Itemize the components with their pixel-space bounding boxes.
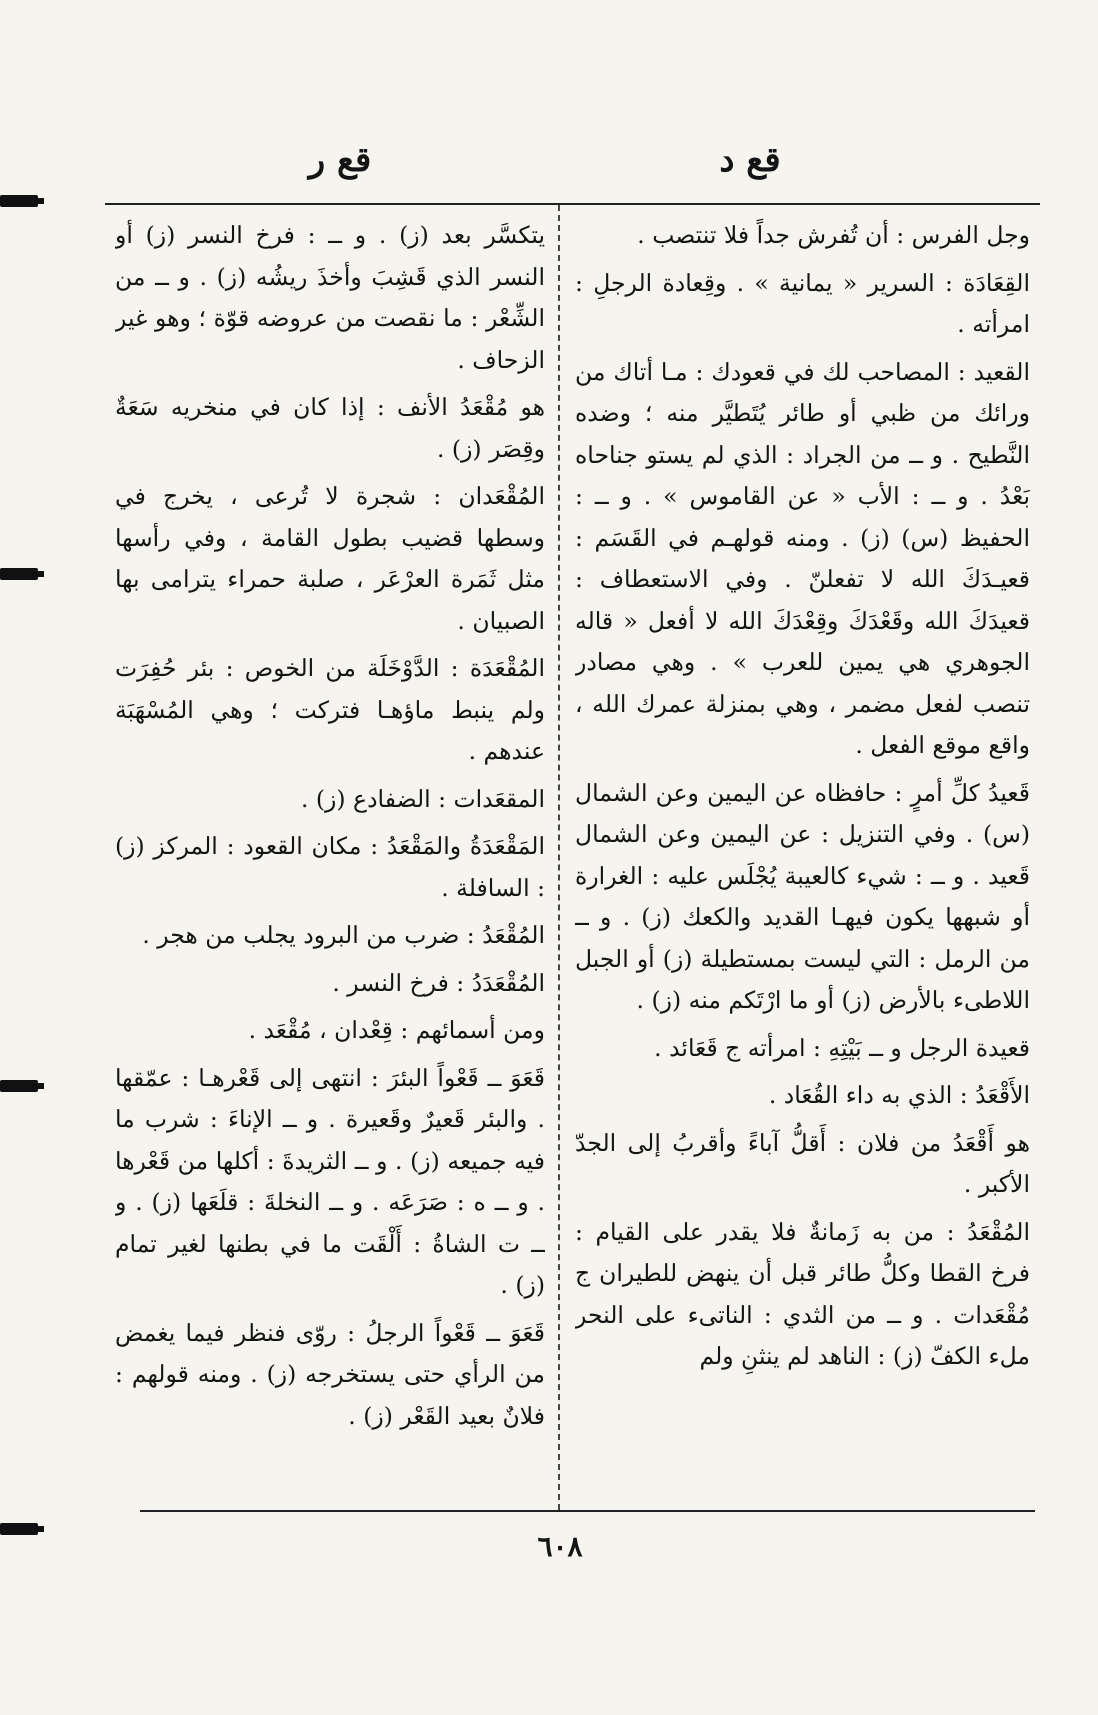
entry-paragraph: ومن أسمائهم : قِعْدان ، مُقْعَد . xyxy=(248,1016,545,1044)
margin-mark xyxy=(0,195,38,207)
left-running-head: قع ر xyxy=(308,140,372,180)
entry-paragraph: هو مُقْعَدُ الأنف : إذا كان في منخريه سَعَةٌ وقِصَر (ز) . xyxy=(115,393,545,463)
entry-paragraph: يتكسَّر بعد (ز) . و ــ : فرخ النسر (ز) أو النسر الذي قَشِبَ وأخذَ ريشُه (ز) . و ــ من الشِّعْر : ما نقصت من عروضه قوّة ؛ وهو غير الزحاف . xyxy=(115,221,545,374)
entry-paragraph: قَعيدُ كلِّ أمرٍ : حافظاه عن اليمين وعن الشمال (س) . وفي التنزيل : عن اليمين وعن الشمال قَعيد . و ــ : شيء كالعيبة يُجْلَس عليه : الغرارة أو شبهها يكون فيهـا القديد والكعك (ز) . و ــ من الرمل : التي ليست بمستطيلة (ز) أو الجبل اللاطىء بالأرض (ز) أو ما ارْتَكم منه (ز) . xyxy=(575,778,1030,1014)
entry-paragraph: المُقْعَدُ : من به زَمانةٌ فلا يقدر على القيام : فرخ القطا وكلُّ طائر قبل أن ينهض للطيران ج مُقْعَدات . و ــ من الثدي : الناتىء على النحر ملء الكفّ (ز) : الناهد لم ينثنِ ولم xyxy=(575,1217,1030,1370)
entry-paragraph: قَعَوَ ــ قَعْواً الرجلُ : روّى فنظر فيما يغمض من الرأي حتى يستخرجه (ز) . ومنه قولهم : فلانٌ بعيد القَعْر (ز) . xyxy=(115,1318,545,1430)
bottom-rule xyxy=(140,1510,1035,1512)
entry-paragraph: القِعَادَة : السرير « يمانية » . وقِعادة الرجلِ : امرأته . xyxy=(575,268,1030,338)
entry-paragraph: هو أَقْعَدُ من فلان : أَقلُّ آباءً وأقربُ إلى الجدّ الأكبر . xyxy=(575,1128,1030,1198)
column-divider xyxy=(558,205,560,1510)
entry-paragraph: الأَقْعَدُ : الذي به داء القُعَاد . xyxy=(768,1081,1030,1109)
top-rule xyxy=(105,203,1040,205)
entry-paragraph: قعيدة الرجل و ــ بَيْتِهِ : امرأته ج قَعَائد . xyxy=(654,1033,1030,1062)
entry-paragraph: القعيد : المصاحب لك في قعودك : مـا أتاك من ورائك من ظبي أو طائر يُتَطيَّر منه ؛ وضده النَّطيح . و ــ من الجراد : الذي لم يستو جناحاه بَعْدُ . و ــ : الأب « عن القاموس » . و ــ : الحفيظ (س) (ز) . ومنه قولهـم في القَسَم : قعيـدَكَ الله لا تفعلنّ . وفي الاستعطاف : قعيدَكَ الله وقَعْدَكَ وقِعْدَكَ الله لا أفعل « قاله الجوهري هي يمين للعرب » . وهي مصادر تنصب لفعل مضمر ، وهي بمنزلة عمرك الله ، واقع موقع الفعل . xyxy=(575,357,1030,759)
entry-paragraph: المُقْعَدان : شجرة لا تُرعى ، يخرج في وسطها قضيب بطول القامة ، وفي رأسها مثل ثَمَرة العرْعَر ، صلبة حمراء يترامى بها الصبيان . xyxy=(115,482,545,635)
right-column xyxy=(575,215,1030,1505)
entry-paragraph: قَعَوَ ــ قَعْواً البئرَ : انتهى إلى قَعْرهـا : عمّقها . والبئر قَعيرٌ وقَعيرة . و ــ الإناءَ : شرب ما فيه جميعه (ز) . و ــ الثريدةَ : أكلها من قَعْرها . و ــ ه : صَرَعَه . و ــ النخلةَ : قلَعَها (ز) . و ــ ت الشاةُ : أَلْقَت ما في بطنها لغير تمام (ز) . xyxy=(115,1063,545,1299)
margin-mark xyxy=(0,568,38,580)
entry-paragraph: وجل الفرس : أن تُفرش جداً فلا تنتصب . xyxy=(637,221,1030,249)
entry-paragraph: المُقْعَدَة : الدَّوْخَلَة من الخوص : بئر حُفِرَت ولم ينبط ماؤهـا فتركت ؛ وهي المُسْهَبَة عندهم . xyxy=(115,654,545,765)
entry-paragraph: المَقْعَدَةُ والمَقْعَدُ : مكان القعود : المركز (ز) : السافلة . xyxy=(115,832,545,902)
margin-mark xyxy=(0,1523,38,1535)
margin-mark xyxy=(0,1080,38,1092)
entry-paragraph: المُقْعَدُ : ضرب من البرود يجلب من هجر . xyxy=(142,921,545,949)
page-number: ٦٠٨ xyxy=(537,1530,583,1563)
entry-paragraph: المقعَدات : الضفادع (ز) . xyxy=(300,784,545,813)
entry-paragraph: المُقْعَدَدُ : فرخ النسر . xyxy=(332,968,545,997)
left-column xyxy=(115,215,545,1505)
right-running-head: قع د xyxy=(719,140,781,180)
